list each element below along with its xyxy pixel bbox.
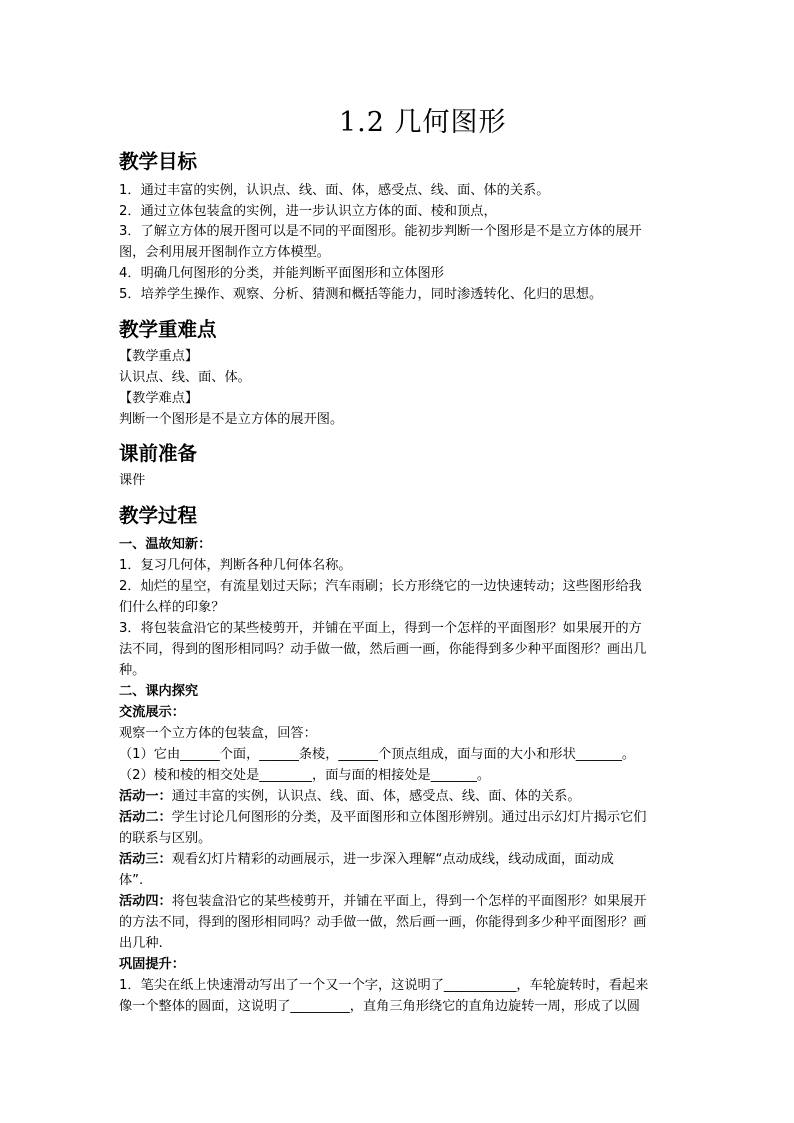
review-item-3-cont: 法不同，得到的图形相同吗？动手做一做，然后画一画，你能得到多少种平面图形？画出几 bbox=[119, 642, 647, 657]
activity-1-text: 通过丰富的实例，认识点、线、面、体，感受点、线、面、体的关系。 bbox=[171, 789, 581, 804]
activity-3-label: 活动三： bbox=[119, 852, 172, 867]
activity-4-text: 将包装盒沿它的某些棱剪开，并铺在平面上，得到一个怎样的平面图形？如果展开 bbox=[171, 894, 647, 909]
goal-item-1: 1．通过丰富的实例，认识点、线、面、体，感受点、线、面、体的关系。 bbox=[119, 183, 550, 198]
goal-item-3: 3．了解立方体的展开图可以是不同的平面图形。能初步判断一个图形是不是立方体的展开 bbox=[119, 224, 642, 239]
difficulty-text: 判断一个图形是不是立方体的展开图。 bbox=[119, 412, 344, 427]
activity-3 bbox=[119, 849, 679, 871]
exchange-item-intro: 观察一个立方体的包装盒，回答： bbox=[119, 726, 317, 741]
exchange-item-1: （1）它由______个面，______条棱，______个顶点组成，面与面的大小和形状_______。 bbox=[119, 747, 636, 762]
prep-text: 课件 bbox=[119, 473, 146, 488]
goal-item-5: 5．培养学生操作、观察、分析、猜测和概括等能力，同时渗透转化、化归的思想。 bbox=[119, 287, 603, 302]
activity-2-label: 活动二： bbox=[119, 810, 172, 825]
activity-1 bbox=[119, 786, 679, 808]
consolidate-label: 巩固提升： bbox=[119, 957, 185, 972]
activity-1-label: 活动一： bbox=[119, 789, 172, 804]
consolidate-item-1: 1．笔尖在纸上快速滑动写出了一个又一个字，这说明了___________，车轮旋转时，看起来 bbox=[119, 978, 649, 993]
activity-2 bbox=[119, 807, 679, 829]
activity-4-cont2: 出几种. bbox=[119, 936, 163, 951]
goal-item-2: 2．通过立体包装盒的实例，进一步认识立方体的面、棱和顶点， bbox=[119, 204, 497, 219]
section-heading-prep: 课前准备 bbox=[119, 442, 198, 465]
exchange-label: 交流展示： bbox=[119, 705, 185, 720]
review-item-3: 3．将包装盒沿它的某些棱剪开，并铺在平面上，得到一个怎样的平面图形？如果展开的方 bbox=[119, 621, 642, 636]
exchange-item-2: （2）棱和棱的相交处是________，面与面的相接处是_______。 bbox=[119, 768, 491, 783]
goal-item-3-cont: 图，会利用展开图制作立方体模型。 bbox=[119, 245, 330, 260]
section-heading-goals: 教学目标 bbox=[119, 150, 198, 173]
review-item-1: 1．复习几何体，判断各种几何体名称。 bbox=[119, 558, 352, 573]
section-heading-process: 教学过程 bbox=[119, 504, 198, 527]
activity-3-text: 观看幻灯片精彩的动画展示，进一步深入理解“点动成线，线动成面，面动成 bbox=[171, 852, 614, 867]
focus-text: 认识点、线、面、体。 bbox=[119, 370, 251, 385]
review-label: 一、温故知新： bbox=[119, 537, 212, 552]
explore-label: 二、课内探究 bbox=[119, 684, 199, 699]
activity-4 bbox=[119, 891, 679, 913]
activity-4-label: 活动四： bbox=[119, 894, 172, 909]
page-title: 1.2 几何图形 bbox=[339, 107, 507, 138]
section-heading-keypoints: 教学重难点 bbox=[119, 318, 217, 341]
review-item-3-cont2: 种。 bbox=[119, 663, 146, 678]
goal-item-4: 4．明确几何图形的分类，并能判断平面图形和立体图形 bbox=[119, 266, 444, 281]
review-item-2: 2．灿烂的星空，有流星划过天际；汽车雨刷；长方形绕它的一边快速转动；这些图形给我 bbox=[119, 579, 642, 594]
difficulty-label: 【教学难点】 bbox=[119, 391, 199, 406]
review-item-2-cont: 们什么样的印象？ bbox=[119, 600, 225, 615]
consolidate-item-1-cont: 像一个整体的圆面，这说明了_________，直角三角形绕它的直角边旋转一周，形成了以圆 bbox=[119, 999, 640, 1014]
activity-2-text: 学生讨论几何图形的分类，及平面图形和立体图形辨别。通过出示幻灯片揭示它们 bbox=[171, 810, 647, 825]
focus-label: 【教学重点】 bbox=[119, 349, 199, 364]
activity-2-cont: 的联系与区别。 bbox=[119, 831, 212, 846]
activity-3-cont: 体”. bbox=[119, 873, 144, 888]
activity-4-cont: 的方法不同，得到的图形相同吗？动手做一做，然后画一画，你能得到多少种平面图形？画 bbox=[119, 915, 647, 930]
